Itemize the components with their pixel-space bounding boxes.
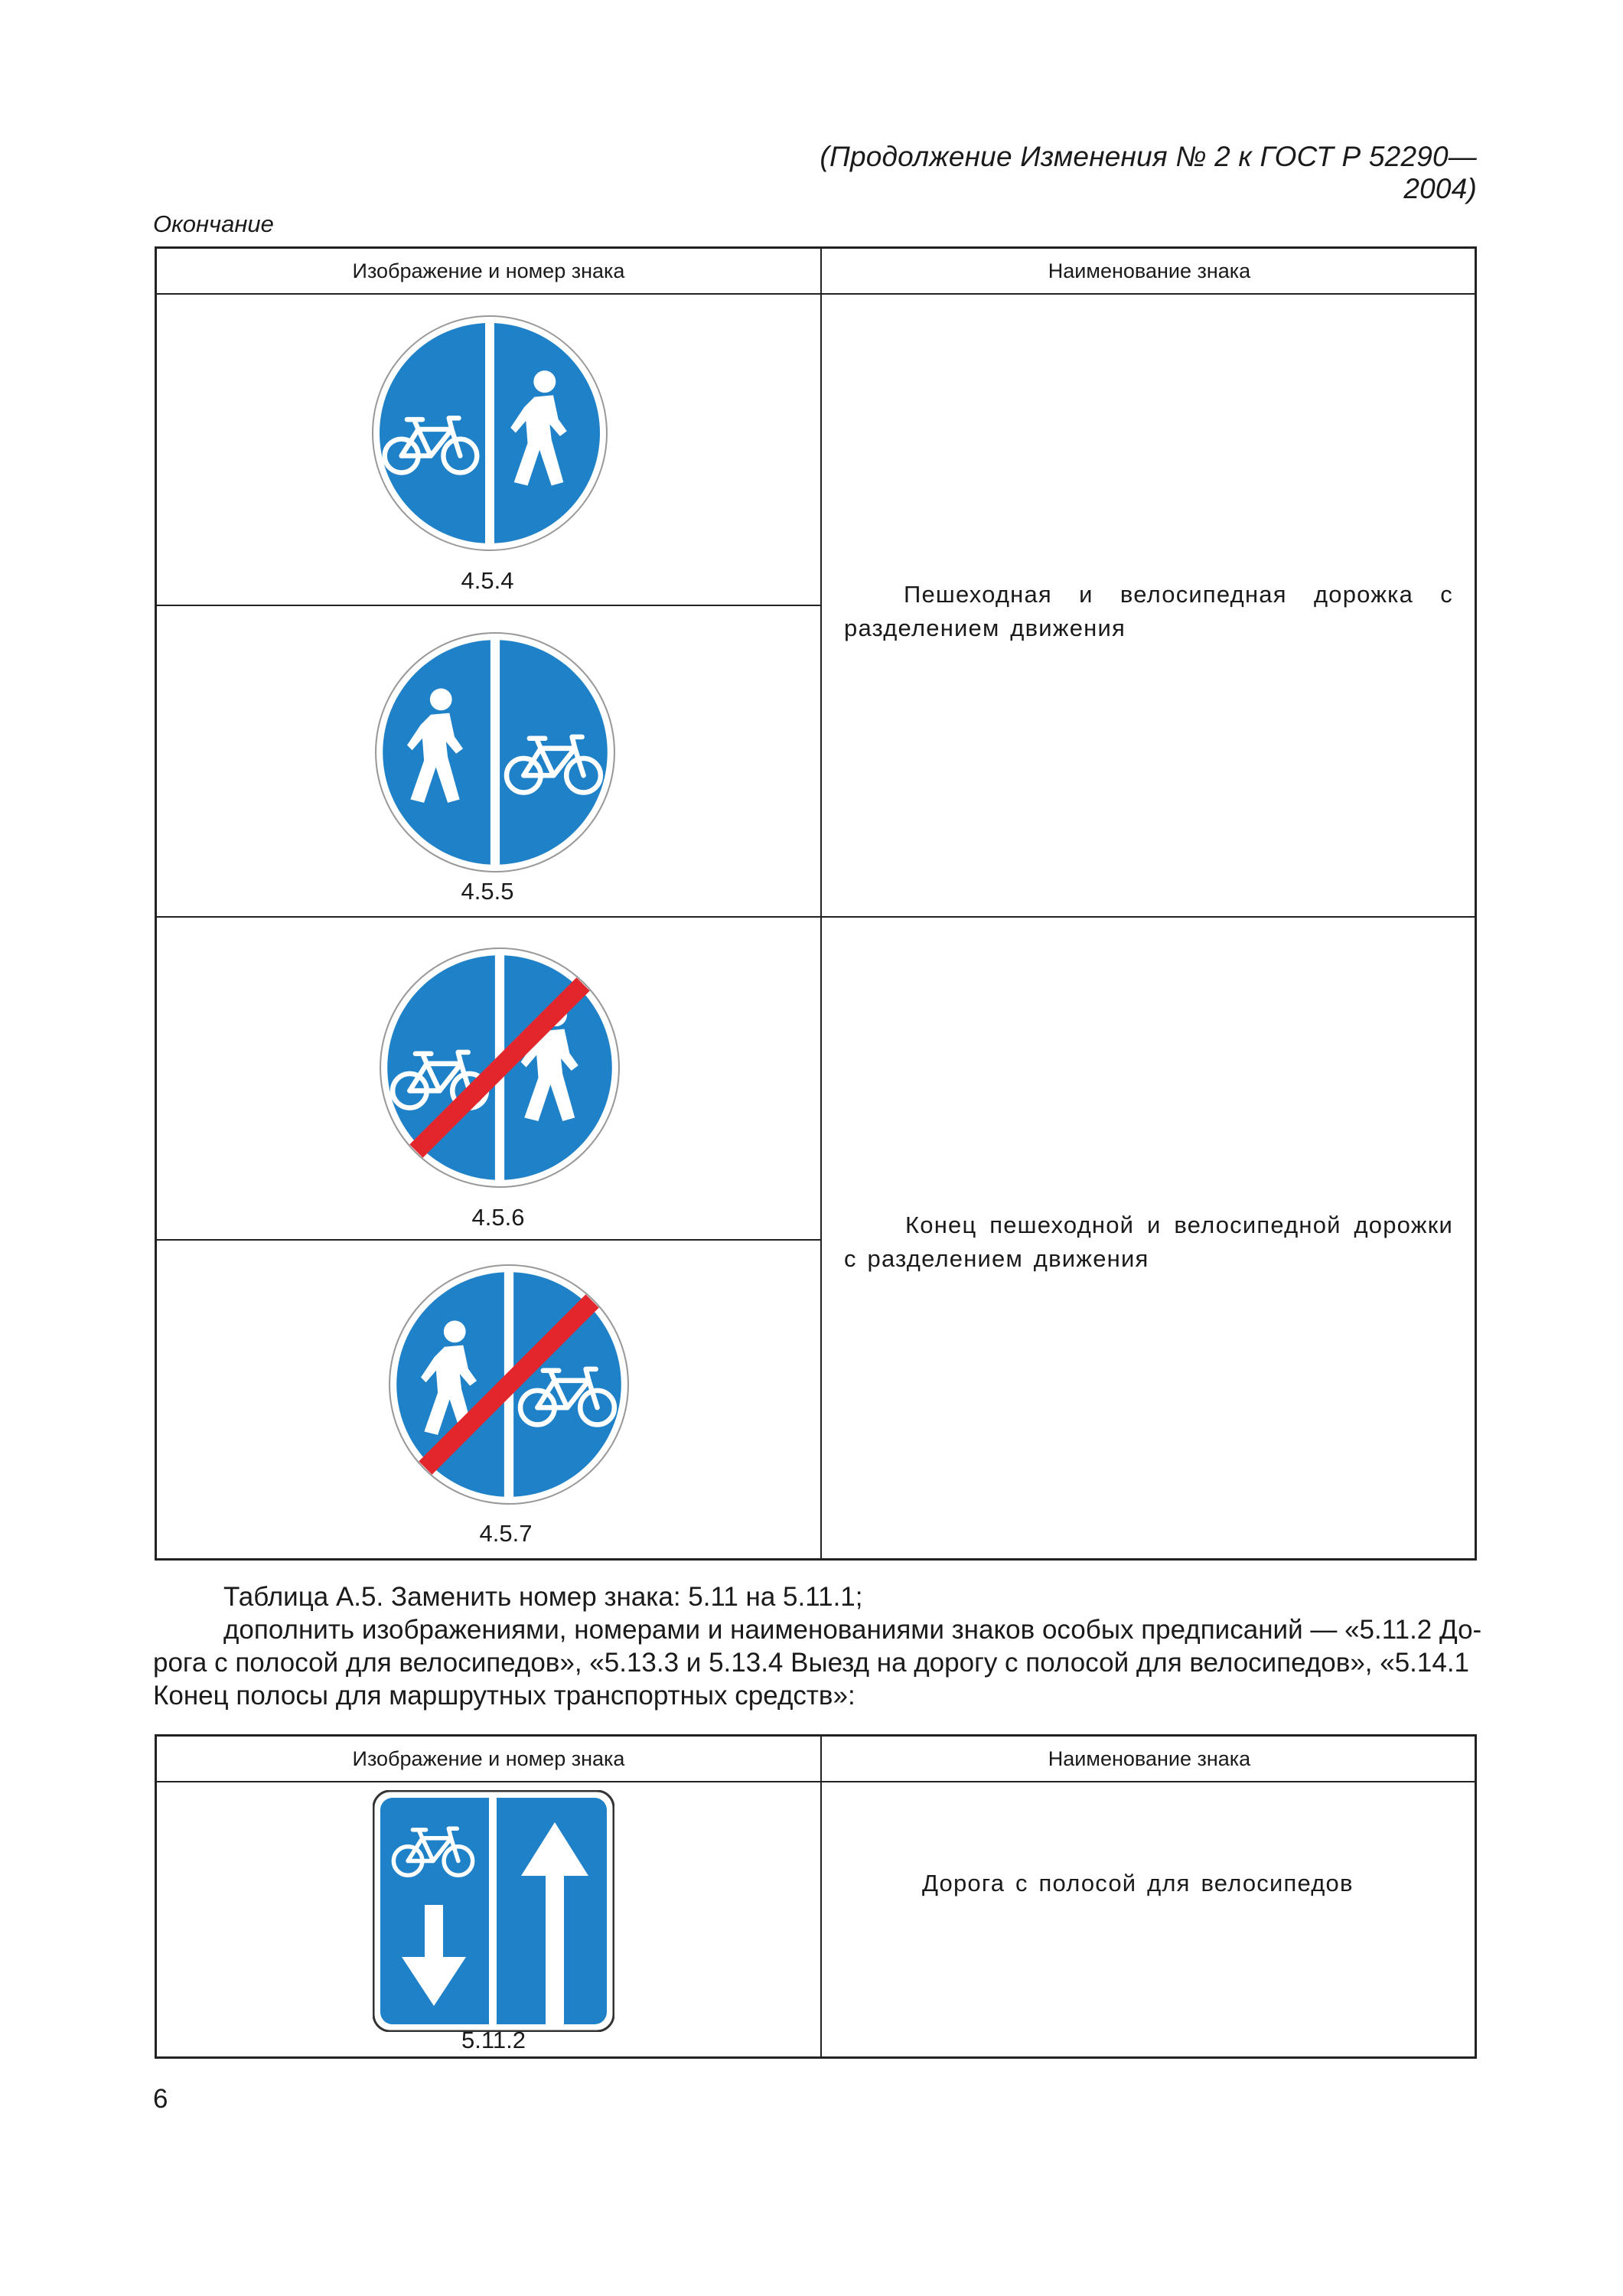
page-number: 6 <box>153 2084 168 2114</box>
supplement-line-2: рога с полосой для велосипедов», «5.13.3 и 5.13.4 Выезд на дорогу с полосой для велосипедов», «5.14.1 <box>153 1648 1470 1678</box>
continuation-label: Окончание <box>153 210 274 237</box>
sign-4-5-5 <box>374 631 616 873</box>
col-header-name: Наименование знака <box>1048 1747 1251 1770</box>
supplement-line-3: Конец полосы для маршрутных транспортных средств»: <box>153 1681 855 1711</box>
sign-number: 5.11.2 <box>461 2027 526 2053</box>
col-header-image: Изображение и номер знака <box>352 1747 625 1770</box>
sign-4-5-4 <box>371 315 608 552</box>
supplement-line-1: дополнить изображениями, номерами и наименованиями знаков особых предписаний — «5.11.2 До- <box>223 1615 1482 1645</box>
sign-number: 4.5.7 <box>479 1520 533 1547</box>
signs-table-2 <box>155 1734 1477 2059</box>
sign-4-5-7 <box>388 1264 630 1505</box>
sign-number: 4.5.6 <box>471 1204 525 1231</box>
signs-table-1 <box>155 246 1477 1561</box>
supplement-paragraph <box>153 1613 1482 1712</box>
sign-4-5-6 <box>379 947 621 1189</box>
sign-number: 4.5.5 <box>461 878 514 905</box>
sign-name: Дорога с полосой для велосипедов <box>922 1870 1354 1896</box>
sign-number: 4.5.4 <box>461 567 514 594</box>
col-header-name: Наименование знака <box>1048 259 1251 282</box>
sign-name: Пешеходная и велосипедная дорожка с разделением движения <box>844 581 1453 641</box>
col-header-image: Изображение и номер знака <box>352 259 625 282</box>
sign-5-11-2 <box>373 1790 614 2032</box>
table-a5-instruction: Таблица А.5. Заменить номер знака: 5.11 на 5.11.1; <box>223 1582 863 1612</box>
sign-name: Конец пешеходной и велосипедной дорожки с разделением движения <box>844 1212 1453 1272</box>
running-header: (Продолжение Изменения № 2 к ГОСТ Р 52290—2004) <box>820 141 1477 204</box>
